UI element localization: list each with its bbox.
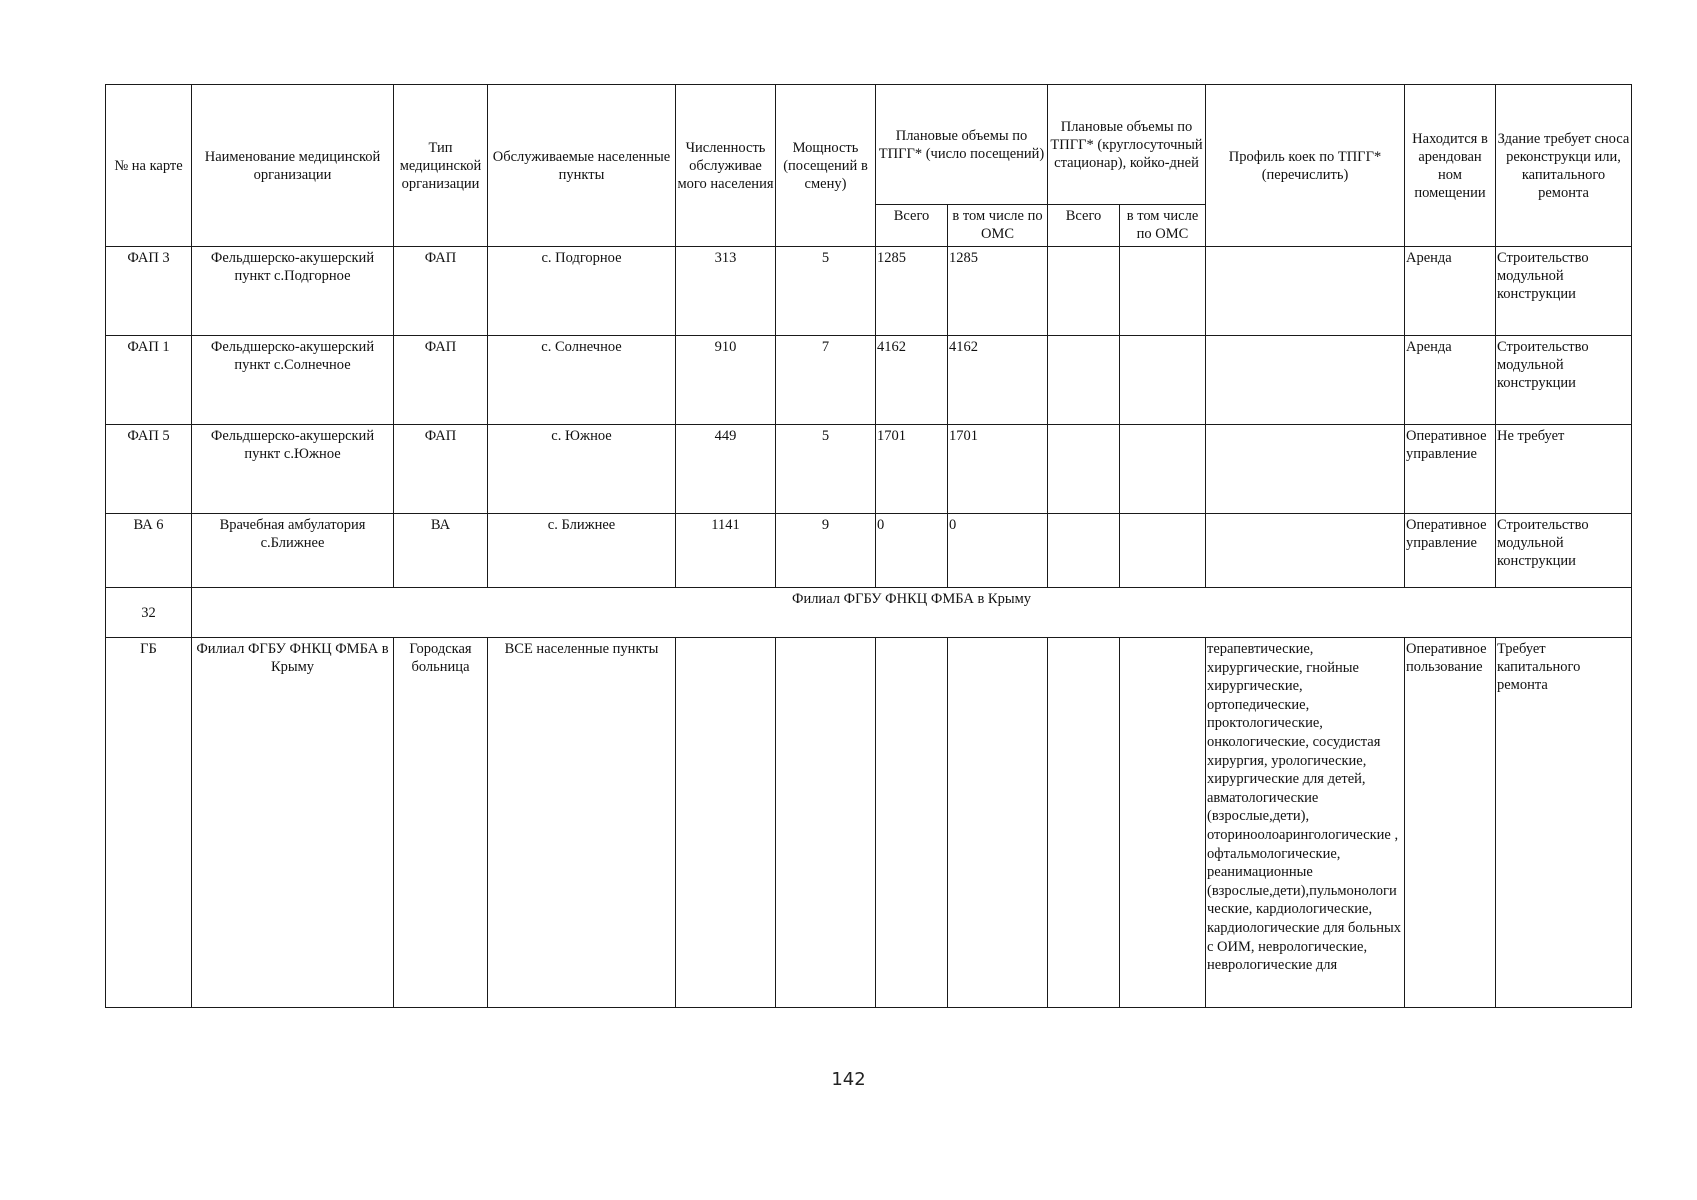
cell-visits-total: 4162 (876, 336, 948, 425)
table-row (106, 514, 1632, 588)
cell-building: Не требует (1496, 425, 1632, 514)
header-visits-group: Плановые объемы по ТПГГ* (число посещений) (876, 85, 1048, 205)
page-number: 142 (831, 1069, 866, 1090)
cell-bed-profile (1206, 514, 1405, 588)
cell-bed-profile: терапевтические, хирургические, гнойные хирургические, ортопедические, проктологические, онкологические, сосудистая хирургия, урологические, хирургические для детей, авматологические (взрослые,дети), оториноолоарингологические , офтальмологические, реанимационные (взрослые,дети),пульмонологические, кардиологические, кардиологические для больных с ОИМ, неврологические, неврологические для (1206, 638, 1405, 1008)
facilities-table (105, 84, 1632, 1008)
cell-rented: Аренда (1405, 247, 1496, 336)
header-rented: Находится в арендован ном помещении (1405, 85, 1496, 247)
cell-settlement: с. Ближнее (488, 514, 676, 588)
cell-rented: Аренда (1405, 336, 1496, 425)
cell-rented: Оперативное управление (1405, 514, 1496, 588)
cell-beds-oms (1120, 638, 1206, 1008)
table-row (106, 638, 1632, 1008)
header-map-no: № на карте (106, 85, 192, 247)
cell-bed-profile (1206, 247, 1405, 336)
cell-visits-oms: 4162 (948, 336, 1048, 425)
cell-visits-total: 0 (876, 514, 948, 588)
cell-population: 449 (676, 425, 776, 514)
cell-beds-oms (1120, 336, 1206, 425)
cell-settlement: с. Южное (488, 425, 676, 514)
cell-org-type: Городская больница (394, 638, 488, 1008)
section-row (106, 588, 1632, 638)
header-hospital-group: Плановые объемы по ТПГГ* (круглосуточный стационар), койко-дней (1048, 85, 1206, 205)
cell-visits-total: 1285 (876, 247, 948, 336)
table-row (106, 336, 1632, 425)
cell-org-name: Фельдшерско-акушерский пункт с.Подгорное (192, 247, 394, 336)
table-row (106, 247, 1632, 336)
cell-rented: Оперативное пользование (1405, 638, 1496, 1008)
cell-visits-total: 1701 (876, 425, 948, 514)
header-beds-oms: в том числе по ОМС (1120, 205, 1206, 247)
cell-settlement: с. Солнечное (488, 336, 676, 425)
cell-capacity: 7 (776, 336, 876, 425)
header-settlements: Обслуживаемые населенные пункты (488, 85, 676, 247)
cell-map-no: ГБ (106, 638, 192, 1008)
cell-beds-total (1048, 514, 1120, 588)
cell-org-type: ФАП (394, 247, 488, 336)
cell-map-no: ФАП 5 (106, 425, 192, 514)
header-org-type: Тип медицинской организации (394, 85, 488, 247)
cell-beds-oms (1120, 425, 1206, 514)
header-row-1 (106, 85, 1632, 205)
cell-beds-oms (1120, 514, 1206, 588)
cell-beds-oms (1120, 247, 1206, 336)
cell-org-name: Фельдшерско-акушерский пункт с.Солнечное (192, 336, 394, 425)
cell-beds-total (1048, 425, 1120, 514)
cell-beds-total (1048, 638, 1120, 1008)
cell-visits-total (876, 638, 948, 1008)
cell-capacity: 5 (776, 425, 876, 514)
cell-population: 910 (676, 336, 776, 425)
cell-building: Строительство модульной конструкции (1496, 336, 1632, 425)
cell-visits-oms (948, 638, 1048, 1008)
cell-population: 313 (676, 247, 776, 336)
header-building: Здание требует сноса реконструкци или, капитального ремонта (1496, 85, 1632, 247)
cell-settlement: ВСЕ населенные пункты (488, 638, 676, 1008)
header-beds-total: Всего (1048, 205, 1120, 247)
cell-map-no: ФАП 3 (106, 247, 192, 336)
header-visits-oms: в том числе по ОМС (948, 205, 1048, 247)
header-org-name: Наименование медицинской организации (192, 85, 394, 247)
cell-bed-profile (1206, 336, 1405, 425)
cell-org-name: Фельдшерско-акушерский пункт с.Южное (192, 425, 394, 514)
cell-beds-total (1048, 247, 1120, 336)
cell-beds-total (1048, 336, 1120, 425)
cell-capacity: 5 (776, 247, 876, 336)
cell-bed-profile (1206, 425, 1405, 514)
cell-capacity: 9 (776, 514, 876, 588)
cell-building: Требует капитального ремонта (1496, 638, 1632, 1008)
cell-map-no: ВА 6 (106, 514, 192, 588)
cell-visits-oms: 1701 (948, 425, 1048, 514)
header-bed-profile: Профиль коек по ТПГГ* (перечислить) (1206, 85, 1405, 247)
cell-building: Строительство модульной конструкции (1496, 514, 1632, 588)
header-visits-total: Всего (876, 205, 948, 247)
section-title: Филиал ФГБУ ФНКЦ ФМБА в Крыму (192, 588, 1632, 638)
cell-visits-oms: 0 (948, 514, 1048, 588)
cell-rented: Оперативное управление (1405, 425, 1496, 514)
cell-population: 1141 (676, 514, 776, 588)
cell-org-type: ФАП (394, 336, 488, 425)
cell-settlement: с. Подгорное (488, 247, 676, 336)
cell-population (676, 638, 776, 1008)
header-population: Численность обслуживае мого населения (676, 85, 776, 247)
cell-visits-oms: 1285 (948, 247, 1048, 336)
cell-org-type: ФАП (394, 425, 488, 514)
cell-org-name: Врачебная амбулатория с.Ближнее (192, 514, 394, 588)
table-row (106, 425, 1632, 514)
header-capacity: Мощность (посещений в смену) (776, 85, 876, 247)
cell-org-type: ВА (394, 514, 488, 588)
cell-capacity (776, 638, 876, 1008)
cell-map-no: ФАП 1 (106, 336, 192, 425)
cell-building: Строительство модульной конструкции (1496, 247, 1632, 336)
cell-org-name: Филиал ФГБУ ФНКЦ ФМБА в Крыму (192, 638, 394, 1008)
section-number: 32 (106, 588, 192, 638)
